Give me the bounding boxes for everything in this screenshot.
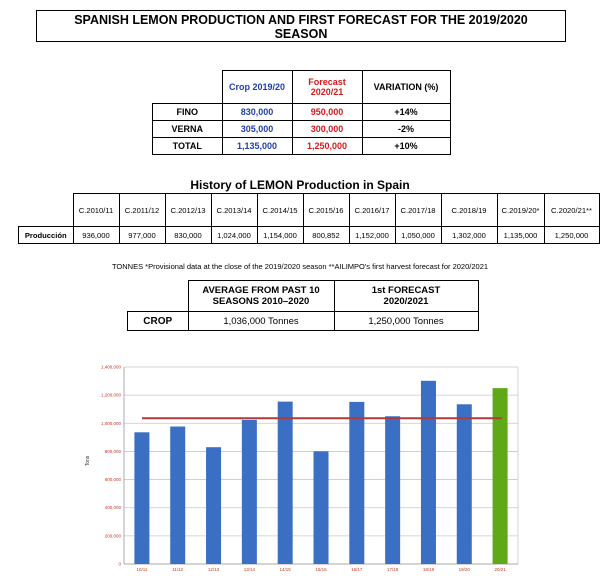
history-header-row (19, 194, 600, 227)
history-value: 1,250,000 (544, 227, 599, 244)
history-column-header: C.2018/19 (441, 194, 497, 227)
history-column-header: C.2013/14 (211, 194, 257, 227)
crop-value: 305,000 (222, 121, 292, 138)
x-tick-label: 16/17 (351, 567, 363, 572)
row-label: FINO (153, 104, 223, 121)
crop-value: 1,135,000 (222, 138, 292, 155)
history-value: 1,135,000 (497, 227, 544, 244)
title-line-1: SPANISH LEMON PRODUCTION AND FIRST FORECAST FOR THE 2019/2020 (74, 13, 528, 27)
bar-18-19 (421, 381, 436, 564)
history-title: History of LEMON Production in Spain (190, 178, 410, 192)
average-forecast-table (127, 280, 479, 331)
bar-17-18 (385, 416, 400, 564)
row-label: VERNA (153, 121, 223, 138)
bar-15-16 (314, 451, 329, 564)
bar-12-13 (206, 447, 221, 564)
x-tick-label: 13/14 (243, 567, 255, 572)
header-crop: Crop 2019/20 (222, 71, 292, 104)
bar-14-15 (278, 402, 293, 564)
x-tick-label: 12/13 (207, 567, 220, 572)
x-tick-label: 15/16 (315, 567, 327, 572)
history-value: 1,302,000 (441, 227, 497, 244)
y-tick-label: 1,400,000 (100, 364, 121, 370)
table-row (128, 312, 479, 331)
history-column-header: C.2016/17 (349, 194, 395, 227)
production-bar-chart (0, 355, 600, 585)
history-table (18, 193, 600, 244)
chart-x-tick-labels (136, 567, 506, 572)
header-forecast-line-1: Forecast (308, 77, 346, 87)
history-value: 1,154,000 (257, 227, 303, 244)
header-first-forecast (334, 281, 478, 312)
bar-16-17 (349, 402, 364, 564)
x-tick-label: 18/19 (422, 567, 435, 572)
x-tick-label: 20/21 (494, 567, 506, 572)
chart-y-tick-labels (101, 365, 122, 567)
forecast-value: 1,250,000 (292, 138, 362, 155)
variation-value: +14% (362, 104, 450, 121)
variation-value: -2% (362, 121, 450, 138)
empty-cell (128, 281, 189, 312)
history-column-header: C.2012/13 (165, 194, 211, 227)
forecast-value: 1,250,000 Tonnes (334, 312, 478, 331)
table-row (153, 121, 451, 138)
x-tick-label: 14/15 (279, 567, 291, 572)
history-value: 830,000 (165, 227, 211, 244)
history-column-header: C.2020/21** (544, 194, 599, 227)
x-tick-label: 19/20 (458, 567, 470, 572)
y-tick-label: 200,000 (104, 533, 121, 539)
y-tick-label: 1,000,000 (100, 420, 121, 426)
history-value: 1,050,000 (395, 227, 441, 244)
y-tick-label: 0 (118, 561, 121, 567)
history-value: 1,152,000 (349, 227, 395, 244)
variation-value: +10% (362, 138, 450, 155)
header-forecast-line-2: 2020/21 (310, 87, 344, 97)
row-label: CROP (128, 312, 189, 331)
table-row (153, 138, 451, 155)
x-tick-label: 11/12 (172, 567, 184, 572)
bar-20-21 (493, 388, 508, 564)
history-column-header: C.2017/18 (395, 194, 441, 227)
crop-forecast-table (152, 70, 451, 155)
y-tick-label: 800,000 (104, 448, 121, 454)
history-column-header: C.2011/12 (119, 194, 165, 227)
header-average (188, 281, 334, 312)
bar-19-20 (457, 404, 472, 564)
empty-cell (19, 194, 74, 227)
history-value-row (19, 227, 600, 244)
header-first-forecast-line-1: 1st FORECAST (371, 285, 441, 296)
empty-cell (153, 71, 223, 104)
forecast-value: 950,000 (292, 104, 362, 121)
bar-13-14 (242, 420, 257, 564)
header-forecast (292, 71, 362, 104)
units-footnote: TONNES *Provisional data at the close of the 2019/2020 season **AILIMPO's first harvest forecast for 2020/2021 (111, 262, 489, 271)
history-row-label: Producción (19, 227, 74, 244)
history-column-header: C.2014/15 (257, 194, 303, 227)
table-row (153, 104, 451, 121)
history-column-header: C.2015/16 (303, 194, 349, 227)
history-column-header: C.2019/20* (497, 194, 544, 227)
header-first-forecast-line-2: 2020/2021 (383, 296, 429, 307)
history-value: 800,852 (303, 227, 349, 244)
bar-10-11 (134, 432, 149, 564)
crop-value: 830,000 (222, 104, 292, 121)
chart-y-axis-label: Tons (85, 455, 91, 467)
header-variation: VARIATION (%) (362, 71, 450, 104)
bar-11-12 (170, 427, 185, 564)
average-value: 1,036,000 Tonnes (188, 312, 334, 331)
title-line-2: SEASON (274, 27, 328, 41)
document-title (36, 10, 566, 42)
history-column-header: C.2010/11 (73, 194, 119, 227)
y-tick-label: 1,200,000 (100, 392, 121, 398)
x-tick-label: 17/18 (387, 567, 399, 572)
header-average-line-2: SEASONS 2010–2020 (212, 296, 310, 307)
forecast-value: 300,000 (292, 121, 362, 138)
x-tick-label: 10/11 (136, 567, 148, 572)
history-value: 977,000 (119, 227, 165, 244)
history-value: 936,000 (73, 227, 119, 244)
y-tick-label: 400,000 (104, 505, 121, 511)
chart-bars (134, 381, 507, 564)
header-average-line-1: AVERAGE FROM PAST 10 (202, 285, 320, 296)
y-tick-label: 600,000 (104, 477, 121, 483)
history-value: 1,024,000 (211, 227, 257, 244)
row-label: TOTAL (153, 138, 223, 155)
